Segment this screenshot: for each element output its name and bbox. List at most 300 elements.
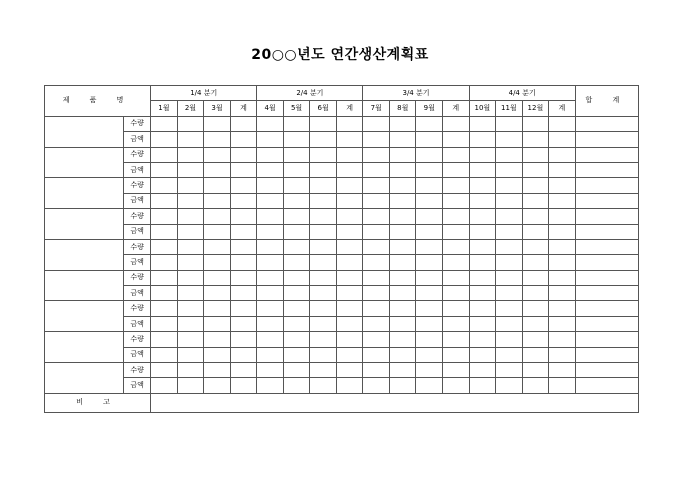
value-cell[interactable] [283, 162, 310, 177]
value-cell[interactable] [469, 347, 496, 362]
total-cell[interactable] [575, 224, 638, 239]
value-cell[interactable] [443, 147, 470, 162]
value-cell[interactable] [336, 239, 363, 254]
value-cell[interactable] [283, 178, 310, 193]
value-cell[interactable] [416, 332, 443, 347]
product-name-cell[interactable] [45, 209, 124, 240]
value-cell[interactable] [257, 378, 284, 393]
value-cell[interactable] [283, 301, 310, 316]
value-cell[interactable] [522, 162, 549, 177]
value-cell[interactable] [443, 378, 470, 393]
value-cell[interactable] [283, 255, 310, 270]
value-cell[interactable] [177, 332, 204, 347]
total-cell[interactable] [575, 132, 638, 147]
value-cell[interactable] [310, 193, 337, 208]
value-cell[interactable] [177, 193, 204, 208]
value-cell[interactable] [310, 378, 337, 393]
value-cell[interactable] [496, 224, 523, 239]
value-cell[interactable] [443, 209, 470, 224]
value-cell[interactable] [469, 286, 496, 301]
value-cell[interactable] [336, 316, 363, 331]
value-cell[interactable] [177, 378, 204, 393]
value-cell[interactable] [443, 239, 470, 254]
value-cell[interactable] [363, 270, 390, 285]
value-cell[interactable] [416, 193, 443, 208]
value-cell[interactable] [151, 270, 178, 285]
value-cell[interactable] [416, 316, 443, 331]
product-name-cell[interactable] [45, 332, 124, 363]
value-cell[interactable] [522, 239, 549, 254]
value-cell[interactable] [496, 363, 523, 378]
value-cell[interactable] [204, 347, 231, 362]
value-cell[interactable] [204, 132, 231, 147]
value-cell[interactable] [230, 147, 257, 162]
value-cell[interactable] [283, 224, 310, 239]
value-cell[interactable] [177, 147, 204, 162]
value-cell[interactable] [204, 224, 231, 239]
value-cell[interactable] [283, 363, 310, 378]
value-cell[interactable] [363, 209, 390, 224]
value-cell[interactable] [310, 255, 337, 270]
value-cell[interactable] [151, 316, 178, 331]
total-cell[interactable] [575, 116, 638, 131]
value-cell[interactable] [257, 347, 284, 362]
value-cell[interactable] [177, 255, 204, 270]
value-cell[interactable] [522, 286, 549, 301]
value-cell[interactable] [363, 178, 390, 193]
value-cell[interactable] [151, 147, 178, 162]
value-cell[interactable] [230, 193, 257, 208]
value-cell[interactable] [389, 224, 416, 239]
value-cell[interactable] [549, 162, 576, 177]
value-cell[interactable] [363, 301, 390, 316]
value-cell[interactable] [416, 347, 443, 362]
value-cell[interactable] [336, 209, 363, 224]
total-cell[interactable] [575, 209, 638, 224]
value-cell[interactable] [177, 178, 204, 193]
value-cell[interactable] [549, 316, 576, 331]
value-cell[interactable] [336, 224, 363, 239]
value-cell[interactable] [522, 363, 549, 378]
value-cell[interactable] [549, 363, 576, 378]
value-cell[interactable] [549, 301, 576, 316]
value-cell[interactable] [389, 239, 416, 254]
value-cell[interactable] [363, 147, 390, 162]
value-cell[interactable] [443, 286, 470, 301]
total-cell[interactable] [575, 286, 638, 301]
product-name-cell[interactable] [45, 147, 124, 178]
value-cell[interactable] [283, 286, 310, 301]
value-cell[interactable] [416, 147, 443, 162]
value-cell[interactable] [469, 301, 496, 316]
value-cell[interactable] [257, 178, 284, 193]
value-cell[interactable] [363, 378, 390, 393]
value-cell[interactable] [257, 239, 284, 254]
product-name-cell[interactable] [45, 116, 124, 147]
value-cell[interactable] [363, 162, 390, 177]
value-cell[interactable] [549, 255, 576, 270]
value-cell[interactable] [336, 147, 363, 162]
value-cell[interactable] [363, 224, 390, 239]
value-cell[interactable] [496, 378, 523, 393]
value-cell[interactable] [443, 255, 470, 270]
value-cell[interactable] [522, 132, 549, 147]
value-cell[interactable] [177, 239, 204, 254]
value-cell[interactable] [522, 378, 549, 393]
value-cell[interactable] [469, 270, 496, 285]
value-cell[interactable] [522, 209, 549, 224]
value-cell[interactable] [151, 162, 178, 177]
product-name-cell[interactable] [45, 178, 124, 209]
value-cell[interactable] [389, 332, 416, 347]
value-cell[interactable] [230, 239, 257, 254]
value-cell[interactable] [230, 378, 257, 393]
value-cell[interactable] [443, 270, 470, 285]
value-cell[interactable] [443, 132, 470, 147]
value-cell[interactable] [310, 286, 337, 301]
value-cell[interactable] [389, 363, 416, 378]
value-cell[interactable] [177, 209, 204, 224]
value-cell[interactable] [257, 147, 284, 162]
value-cell[interactable] [363, 255, 390, 270]
value-cell[interactable] [204, 209, 231, 224]
value-cell[interactable] [230, 347, 257, 362]
value-cell[interactable] [416, 116, 443, 131]
value-cell[interactable] [522, 178, 549, 193]
value-cell[interactable] [469, 132, 496, 147]
value-cell[interactable] [496, 132, 523, 147]
value-cell[interactable] [443, 178, 470, 193]
value-cell[interactable] [230, 224, 257, 239]
value-cell[interactable] [496, 286, 523, 301]
value-cell[interactable] [416, 209, 443, 224]
value-cell[interactable] [469, 116, 496, 131]
value-cell[interactable] [204, 116, 231, 131]
total-cell[interactable] [575, 255, 638, 270]
value-cell[interactable] [204, 332, 231, 347]
value-cell[interactable] [469, 239, 496, 254]
value-cell[interactable] [522, 270, 549, 285]
value-cell[interactable] [151, 347, 178, 362]
value-cell[interactable] [336, 255, 363, 270]
value-cell[interactable] [443, 301, 470, 316]
value-cell[interactable] [522, 224, 549, 239]
value-cell[interactable] [496, 193, 523, 208]
value-cell[interactable] [443, 116, 470, 131]
value-cell[interactable] [151, 132, 178, 147]
value-cell[interactable] [310, 147, 337, 162]
value-cell[interactable] [230, 178, 257, 193]
value-cell[interactable] [496, 178, 523, 193]
value-cell[interactable] [416, 178, 443, 193]
value-cell[interactable] [363, 193, 390, 208]
value-cell[interactable] [230, 162, 257, 177]
value-cell[interactable] [204, 270, 231, 285]
value-cell[interactable] [177, 347, 204, 362]
value-cell[interactable] [257, 162, 284, 177]
value-cell[interactable] [204, 239, 231, 254]
value-cell[interactable] [363, 239, 390, 254]
value-cell[interactable] [230, 116, 257, 131]
value-cell[interactable] [204, 162, 231, 177]
value-cell[interactable] [469, 162, 496, 177]
value-cell[interactable] [151, 363, 178, 378]
value-cell[interactable] [204, 316, 231, 331]
value-cell[interactable] [151, 286, 178, 301]
value-cell[interactable] [283, 316, 310, 331]
value-cell[interactable] [416, 162, 443, 177]
value-cell[interactable] [496, 270, 523, 285]
value-cell[interactable] [283, 270, 310, 285]
value-cell[interactable] [310, 347, 337, 362]
value-cell[interactable] [177, 270, 204, 285]
value-cell[interactable] [151, 301, 178, 316]
value-cell[interactable] [310, 363, 337, 378]
value-cell[interactable] [336, 363, 363, 378]
value-cell[interactable] [283, 132, 310, 147]
value-cell[interactable] [310, 316, 337, 331]
value-cell[interactable] [336, 162, 363, 177]
value-cell[interactable] [257, 209, 284, 224]
value-cell[interactable] [363, 347, 390, 362]
value-cell[interactable] [416, 239, 443, 254]
value-cell[interactable] [230, 209, 257, 224]
value-cell[interactable] [177, 363, 204, 378]
value-cell[interactable] [336, 132, 363, 147]
value-cell[interactable] [469, 255, 496, 270]
value-cell[interactable] [496, 209, 523, 224]
value-cell[interactable] [389, 255, 416, 270]
value-cell[interactable] [469, 178, 496, 193]
value-cell[interactable] [257, 193, 284, 208]
value-cell[interactable] [230, 316, 257, 331]
value-cell[interactable] [549, 147, 576, 162]
value-cell[interactable] [496, 255, 523, 270]
value-cell[interactable] [151, 332, 178, 347]
value-cell[interactable] [283, 209, 310, 224]
value-cell[interactable] [336, 270, 363, 285]
value-cell[interactable] [310, 332, 337, 347]
value-cell[interactable] [257, 224, 284, 239]
value-cell[interactable] [416, 286, 443, 301]
value-cell[interactable] [177, 132, 204, 147]
total-cell[interactable] [575, 363, 638, 378]
value-cell[interactable] [416, 363, 443, 378]
value-cell[interactable] [389, 193, 416, 208]
value-cell[interactable] [389, 132, 416, 147]
value-cell[interactable] [469, 332, 496, 347]
value-cell[interactable] [336, 301, 363, 316]
value-cell[interactable] [151, 116, 178, 131]
total-cell[interactable] [575, 270, 638, 285]
value-cell[interactable] [204, 147, 231, 162]
value-cell[interactable] [177, 116, 204, 131]
value-cell[interactable] [416, 270, 443, 285]
value-cell[interactable] [283, 193, 310, 208]
value-cell[interactable] [496, 347, 523, 362]
remarks-value[interactable] [151, 393, 639, 412]
product-name-cell[interactable] [45, 239, 124, 270]
value-cell[interactable] [257, 255, 284, 270]
value-cell[interactable] [283, 147, 310, 162]
value-cell[interactable] [283, 347, 310, 362]
value-cell[interactable] [151, 255, 178, 270]
value-cell[interactable] [177, 162, 204, 177]
value-cell[interactable] [257, 132, 284, 147]
total-cell[interactable] [575, 347, 638, 362]
value-cell[interactable] [496, 332, 523, 347]
value-cell[interactable] [549, 178, 576, 193]
value-cell[interactable] [549, 378, 576, 393]
value-cell[interactable] [177, 301, 204, 316]
value-cell[interactable] [389, 378, 416, 393]
value-cell[interactable] [549, 132, 576, 147]
value-cell[interactable] [389, 347, 416, 362]
value-cell[interactable] [230, 255, 257, 270]
product-name-cell[interactable] [45, 363, 124, 394]
value-cell[interactable] [522, 347, 549, 362]
value-cell[interactable] [363, 332, 390, 347]
value-cell[interactable] [389, 316, 416, 331]
value-cell[interactable] [257, 316, 284, 331]
value-cell[interactable] [204, 378, 231, 393]
value-cell[interactable] [549, 286, 576, 301]
value-cell[interactable] [257, 270, 284, 285]
value-cell[interactable] [496, 316, 523, 331]
value-cell[interactable] [204, 301, 231, 316]
value-cell[interactable] [549, 332, 576, 347]
value-cell[interactable] [443, 162, 470, 177]
value-cell[interactable] [310, 301, 337, 316]
value-cell[interactable] [177, 316, 204, 331]
value-cell[interactable] [283, 332, 310, 347]
value-cell[interactable] [230, 301, 257, 316]
value-cell[interactable] [469, 224, 496, 239]
value-cell[interactable] [363, 316, 390, 331]
value-cell[interactable] [443, 332, 470, 347]
value-cell[interactable] [522, 193, 549, 208]
value-cell[interactable] [310, 209, 337, 224]
value-cell[interactable] [151, 209, 178, 224]
value-cell[interactable] [522, 301, 549, 316]
value-cell[interactable] [522, 255, 549, 270]
value-cell[interactable] [496, 239, 523, 254]
value-cell[interactable] [204, 178, 231, 193]
value-cell[interactable] [363, 286, 390, 301]
value-cell[interactable] [416, 255, 443, 270]
value-cell[interactable] [283, 239, 310, 254]
value-cell[interactable] [469, 378, 496, 393]
product-name-cell[interactable] [45, 270, 124, 301]
value-cell[interactable] [151, 378, 178, 393]
value-cell[interactable] [469, 209, 496, 224]
value-cell[interactable] [496, 301, 523, 316]
value-cell[interactable] [230, 363, 257, 378]
value-cell[interactable] [204, 193, 231, 208]
value-cell[interactable] [283, 116, 310, 131]
value-cell[interactable] [336, 193, 363, 208]
value-cell[interactable] [389, 209, 416, 224]
value-cell[interactable] [496, 116, 523, 131]
value-cell[interactable] [416, 378, 443, 393]
value-cell[interactable] [257, 286, 284, 301]
value-cell[interactable] [257, 301, 284, 316]
value-cell[interactable] [363, 116, 390, 131]
value-cell[interactable] [522, 332, 549, 347]
value-cell[interactable] [389, 147, 416, 162]
value-cell[interactable] [389, 162, 416, 177]
value-cell[interactable] [389, 178, 416, 193]
total-cell[interactable] [575, 178, 638, 193]
value-cell[interactable] [310, 224, 337, 239]
value-cell[interactable] [151, 224, 178, 239]
value-cell[interactable] [310, 178, 337, 193]
value-cell[interactable] [204, 255, 231, 270]
value-cell[interactable] [549, 193, 576, 208]
total-cell[interactable] [575, 316, 638, 331]
value-cell[interactable] [363, 132, 390, 147]
value-cell[interactable] [469, 363, 496, 378]
value-cell[interactable] [549, 347, 576, 362]
value-cell[interactable] [443, 316, 470, 331]
value-cell[interactable] [230, 286, 257, 301]
value-cell[interactable] [336, 332, 363, 347]
value-cell[interactable] [310, 270, 337, 285]
value-cell[interactable] [522, 147, 549, 162]
value-cell[interactable] [389, 116, 416, 131]
value-cell[interactable] [336, 347, 363, 362]
value-cell[interactable] [443, 193, 470, 208]
value-cell[interactable] [496, 162, 523, 177]
value-cell[interactable] [336, 116, 363, 131]
total-cell[interactable] [575, 147, 638, 162]
value-cell[interactable] [549, 209, 576, 224]
value-cell[interactable] [416, 224, 443, 239]
value-cell[interactable] [336, 178, 363, 193]
value-cell[interactable] [469, 147, 496, 162]
value-cell[interactable] [549, 116, 576, 131]
value-cell[interactable] [230, 270, 257, 285]
value-cell[interactable] [363, 363, 390, 378]
value-cell[interactable] [310, 132, 337, 147]
value-cell[interactable] [549, 270, 576, 285]
total-cell[interactable] [575, 193, 638, 208]
value-cell[interactable] [283, 378, 310, 393]
value-cell[interactable] [389, 286, 416, 301]
value-cell[interactable] [257, 363, 284, 378]
value-cell[interactable] [177, 286, 204, 301]
value-cell[interactable] [310, 239, 337, 254]
value-cell[interactable] [204, 286, 231, 301]
value-cell[interactable] [230, 132, 257, 147]
value-cell[interactable] [204, 363, 231, 378]
total-cell[interactable] [575, 378, 638, 393]
value-cell[interactable] [416, 301, 443, 316]
value-cell[interactable] [549, 224, 576, 239]
value-cell[interactable] [416, 132, 443, 147]
value-cell[interactable] [389, 301, 416, 316]
value-cell[interactable] [443, 363, 470, 378]
value-cell[interactable] [257, 116, 284, 131]
total-cell[interactable] [575, 301, 638, 316]
value-cell[interactable] [336, 286, 363, 301]
value-cell[interactable] [151, 178, 178, 193]
total-cell[interactable] [575, 162, 638, 177]
value-cell[interactable] [257, 332, 284, 347]
value-cell[interactable] [522, 316, 549, 331]
value-cell[interactable] [336, 378, 363, 393]
value-cell[interactable] [549, 239, 576, 254]
